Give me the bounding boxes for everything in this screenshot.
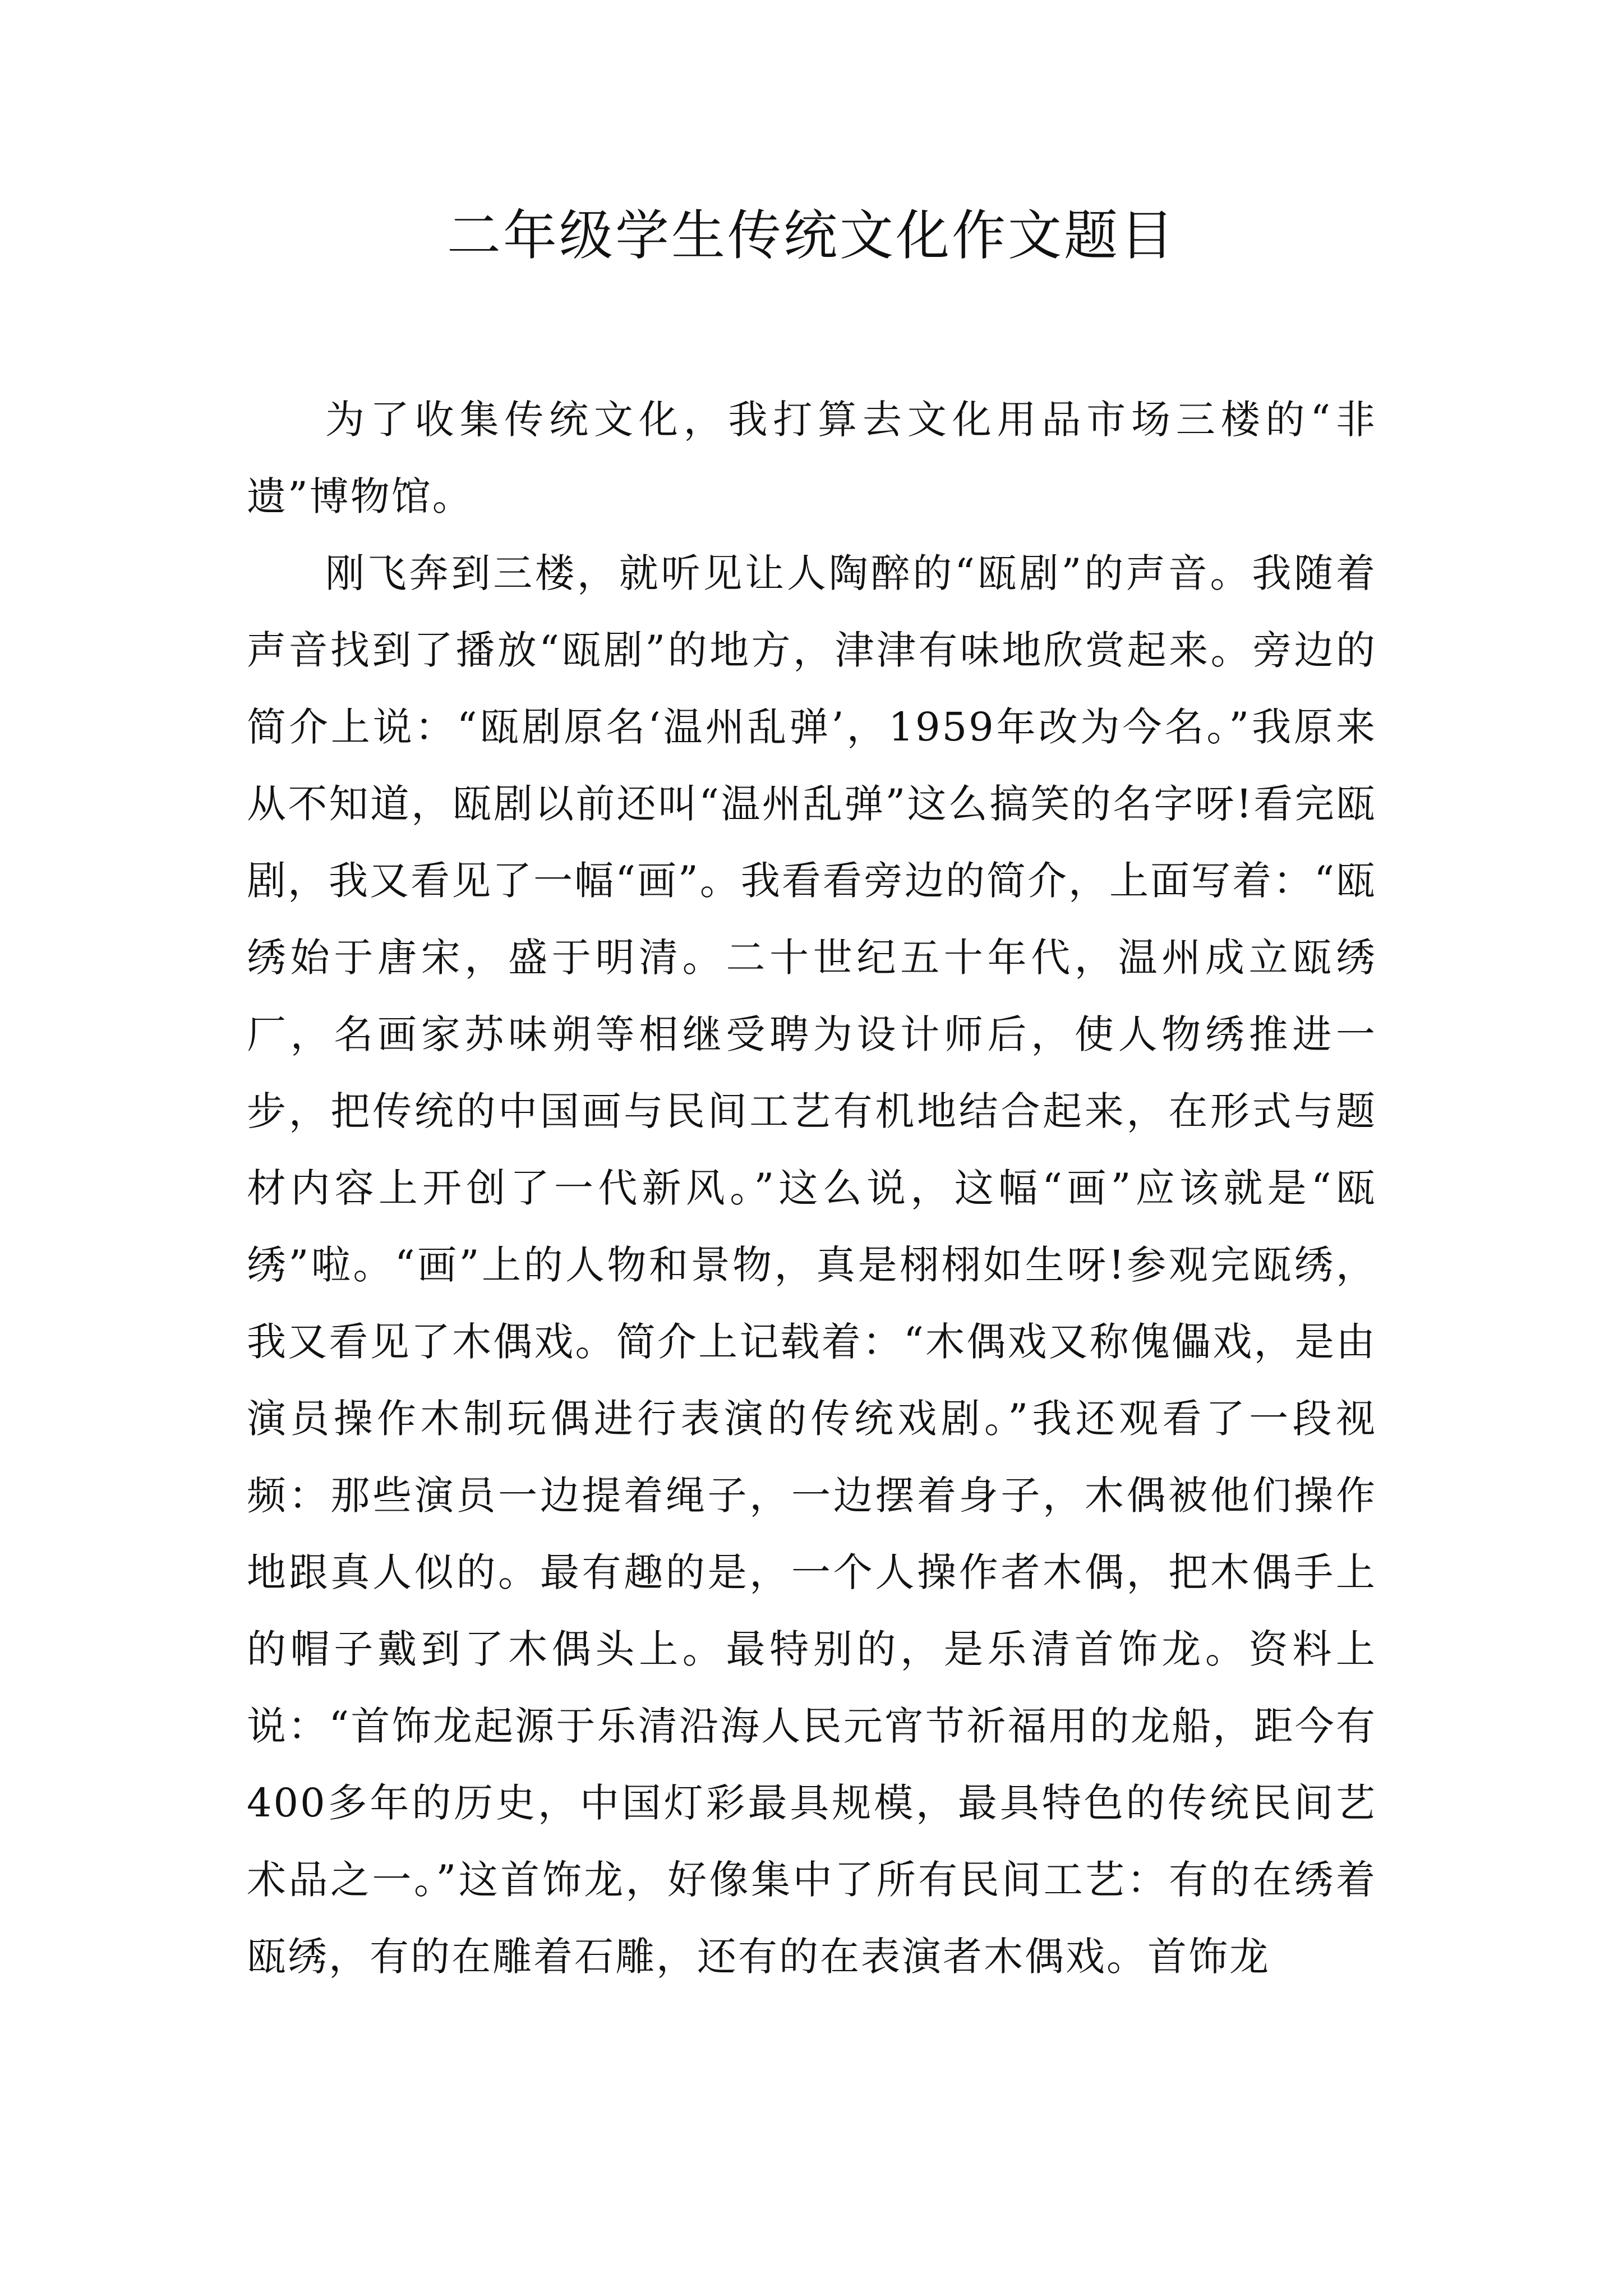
paragraph-1: 为了收集传统文化，我打算去文化用品市场三楼的“非遗”博物馆。: [247, 397, 1377, 519]
document-body: [247, 381, 1377, 1995]
document-title: 二年级学生传统文化作文题目: [447, 204, 1176, 267]
paragraph-2: 刚飞奔到三楼，就听见让人陶醉的“瓯剧”的声音。我随着声音找到了播放“瓯剧”的地方，津津有味地欣赏起来。旁边的简介上说：“瓯剧原名‘温州乱弹’，1959年改为今名。”我原来从不知道，瓯剧以前还叫“温州乱弹”这么搞笑的名字呀!看完瓯剧，我又看见了一幅“画”。我看看旁边的简介，上面写着：“瓯绣始于唐宋，盛于明清。二十世纪五十年代，温州成立瓯绣厂，名画家苏味朔等相继受聘为设计师后，使人物绣推进一步，把传统的中国画与民间工艺有机地结合起来，在形式与题材内容上开创了一代新风。”这么说，这幅“画”应该就是“瓯绣”啦。“画”上的人物和景物，真是栩栩如生呀!参观完瓯绣，我又看见了木偶戏。简介上记载着：“木偶戏又称傀儡戏，是由演员操作木制玩偶进行表演的传统戏剧。”我还观看了一段视频：那些演员一边提着绳子，一边摆着身子，木偶被他们操作地跟真人似的。最有趣的是，一个人操作者木偶，把木偶手上的帽子戴到了木偶头上。最特别的，是乐清首饰龙。资料上说：“首饰龙起源于乐清沿海人民元宵节祈福用的龙船，距今有400多年的历史，中国灯彩最具规模，最具特色的传统民间艺术品之一。”这首饰龙，好像集中了所有民间工艺：有的在绣着瓯绣，有的在雕着石雕，还有的在表演者木偶戏。首饰龙: [247, 550, 1377, 1980]
